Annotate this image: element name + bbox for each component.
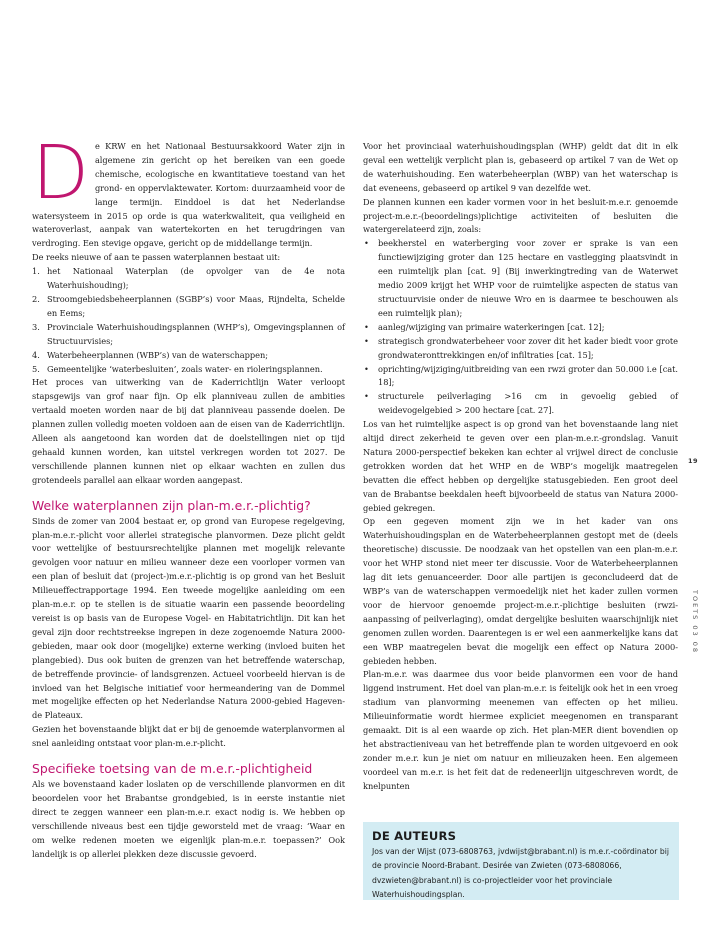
authors-title: DE AUTEURS xyxy=(372,829,457,843)
authors-text: Jos van der Wijst (073-6808763, jvdwijst@brabant.nl) is m.e.r.-coördinator bij de provincie Noord-Brabant. Desirée van Zwieten (073-6808066, dvzwieten@brabant.nl) is co-projectleider voor het provinciale Waterhuishoudingsplan. xyxy=(372,847,669,900)
moment-paragraph: Op een gegeven moment zijn we in het kader van ons Waterhuishoudingsplan en de Waterbeheerplannen gestopt met de (deels theoretische) discussie. De noodzaak van het opstellen van een plan-m.e.r. voor het WHP stond niet meer ter discussie. Voor de Waterbeheerplannen lag dit iets genuanceerder. Door alle partijen is geconcludeerd dat de WBP’s van de waterschappen vermoedelijk niet het kader zullen vormen voor de hiervoor genoemde project-m.e.r.-plichtige besluiten (rwzi-aanpassing of peilverlaging), omdat dergelijke besluiten waarschijnlijk niet genomen zullen worden. Daarentegen is er wel een aanmerkelijke kans dat een WBP maatregelen bevat die mogelijk een effect op Natura 2000-gebieden hebben. xyxy=(363,516,678,666)
plans-list xyxy=(32,265,345,376)
list-item: 4. Waterbeheerplannen (WBP’s) van de waterschappen; xyxy=(32,349,268,360)
intro-text: e KRW en het Nationaal Bestuursakkoord Water zijn in algemene zin gericht op het bereiken van een goede chemische, ecologische en kwantitatieve toestand van het grond- en oppervlaktewater. Kortom: duurzaamheid voor de lange termijn. Einddoel is dat het Nederlandse watersysteem in 2015 op orde is qua waterkwaliteit, qua veiligheid en wateroverlast, aanpak van watertekorten en het terugdringen van verdroging. Een stevige opgave, gericht op de middellange termijn. xyxy=(32,141,345,249)
section-heading: Welke waterplannen zijn plan-m.e.r.-plichtig? xyxy=(32,497,311,513)
list-item: 2. Stroomgebiedsbeheerplannen (SGBP’s) voor Maas, Rijndelta, Schelde en Eems; xyxy=(32,293,345,318)
since-paragraph: Sinds de zomer van 2004 bestaat er, op grond van Europese regelgeving, plan-m.e.r.-plicht voor allerlei strategische planvormen. Deze plicht geldt voor wettelijke of bestuursrechtelijke plannen met mogelijk relevante gevolgen voor natuur en milieu wanneer deze een voorloper vormen van een plan of besluit dat (project-)m.e.r.-plichtig is op grond van het Besluit Milieueffectrapportage 1994. Een tweede mogelijke aanleiding om een plan-m.e.r. op te stellen is de situatie waarin een passende beoordeling vereist is op basis van de Europese Vogel- en Habitatrichtlijn. Dit kan het geval zijn door rechtstreekse ingrepen in deze zogenoemde Natura 2000-gebieden, maar ook door (mogelijke) externe werking (invloed buiten het plangebied). Dus ook buiten de grenzen van het betreffende waterschap, de betreffende provincie- of landsgrenzen. Actueel voorbeeld hiervan is de invloed van het Belgische initiatief voor hermeandering van de Dommel met mogelijke effecten op het Nederlandse Natura 2000-gebied Hageven-de Plateaux. xyxy=(32,515,345,721)
spatial-paragraph: Los van het ruimtelijke aspect is op grond van het bovenstaande lang niet altijd direct zekerheid te geven over een plan-m.e.r.-grondslag. Vanuit Natura 2000-perspectief bekeken kan echter al vrijwel direct de conclusie getrokken worden dat het WHP en de WBP’s mogelijk maatregelen bevatten die effect hebben op dergelijke statusgebieden. Een groot deel van de Brabantse beekdalen heeft bijvoorbeeld de status van Natura 2000-gebied gekregen. xyxy=(363,419,678,513)
whp-paragraph: Voor het provinciaal waterhuishoudingsplan (WHP) geldt dat dit in elk geval een wettelijk verplicht plan is, gebaseerd op artikel 7 van de Wet op de waterhuishouding. Een waterbeheerplan (WBP) van het waterschap is dat eveneens, gebaseerd op artikel 9 van dezelfde wet. xyxy=(363,141,678,193)
list-item: • oprichting/wijziging/uitbreiding van een rwzi groter dan 50.000 i.e [cat. 18]; xyxy=(364,363,678,388)
right-column xyxy=(363,140,678,794)
frame-paragraph: De plannen kunnen een kader vormen voor in het besluit-m.e.r. genoemde project-m.e.r.-(beoordelings)plichtige activiteiten of besluiten die watergerelateerd zijn, zoals: xyxy=(363,196,678,235)
process-paragraph: Het proces van uitwerking van de Kaderrichtlijn Water verloopt stapsgewijs van grof naar fijn. Op elk planniveau zullen de ambities vertaald moeten worden naar de bij dat planniveau passende doelen. De plannen zullen volledig moeten voldoen aan de eisen van de Kaderrichtlijn. Alleen als aangetoond kan worden dat de doelstellingen niet op tijd gehaald kunnen worden, kan uitstel verkregen worden tot 2027. De verschillende plannen kunnen niet op elkaar wachten en zullen dus grotendeels parallel aan elkaar worden aangepast. xyxy=(32,377,345,485)
tool-paragraph: Plan-m.e.r. was daarmee dus voor beide planvormen een voor de hand liggend instrument. Het doel van plan-m.e.r. is feitelijk ook het in een vroeg stadium van planvorming meenemen van effecten op het milieu. Milieuinformatie wordt hiermee expliciet meegenomen en transparant gemaakt. Dit is al een waarde op zich. Het plan-MER dient bovendien op het abstractieniveau van het betreffende plan te worden uitgevoerd en ook zonder m.e.r. kun je niet om natuur en milieuzaken heen. Een algemeen voordeel van m.e.r. is het feit dat de redeneerlijn uitgeschreven wordt, de knelpunten xyxy=(363,669,678,791)
specific-paragraph: Als we bovenstaand kader loslaten op de verschillende planvormen en dit beoordelen voor het Brabantse grondgebied, is in eerste instantie niet direct te zeggen wanneer een plan-m.e.r. exact nodig is. We hebben op verschillende niveaus best een tijdje geworsteld met de vraag: ‘Waar en om welke redenen moeten we eigenlijk plan-m.e.r. toepassen?’ Ook landelijk is op allerlei plekken deze discussie gevoerd. xyxy=(32,779,345,859)
section-heading: Specifieke toetsing van de m.e.r.-plichtigheid xyxy=(32,761,313,777)
given-paragraph: Gezien het bovenstaande blijkt dat er bij de genoemde waterplanvormen al snel aanleiding ontstaat voor plan-m.e.r-plicht. xyxy=(32,724,345,749)
list-item: • aanleg/wijziging van primaire waterkeringen [cat. 12]; xyxy=(364,321,605,332)
list-item: • strategisch grondwaterbeheer voor zover dit het kader biedt voor grote grondwateronttrekkingen en/of infiltraties [cat. 15]; xyxy=(364,335,678,360)
authors-box xyxy=(363,822,679,900)
plans-list-intro: De reeks nieuwe of aan te passen waterplannen bestaat uit: xyxy=(32,252,281,263)
list-item: 5. Gemeentelijke ‘waterbesluiten’, zoals water- en rioleringsplannen. xyxy=(32,363,323,374)
intro-paragraph xyxy=(32,130,345,251)
list-item: • beekherstel en waterberging voor zover er sprake is van een functiewijziging groter dan 125 hectare en vastlegging plaatsvindt in een ruimtelijk plan [cat. 9] (Bij inwerkingtreding van de Waterwet medio 2009 krijgt het WHP voor de ruimtelijke aspecten de status van structuurvisie onder de nieuwe Wro en is daarmee te beschouwen als een ruimtelijk plan); xyxy=(364,238,678,318)
list-item: 3. Provinciale Waterhuishoudingsplannen (WHP’s), Omgevingsplannen of Structuurvisies; xyxy=(32,321,345,346)
list-item: • structurele peilverlaging >16 cm in gevoelig gebied of weidevogelgebied > 200 hectare [cat. 27]. xyxy=(364,391,678,416)
dropcap: D xyxy=(32,130,89,216)
activities-list xyxy=(363,237,678,418)
left-column xyxy=(32,130,345,862)
issue-label: TOETS 03 08 xyxy=(691,590,699,654)
list-item: 1. het Nationaal Waterplan (de opvolger van de 4e nota Waterhuishouding); xyxy=(32,266,345,291)
page-number: 19 xyxy=(688,457,699,465)
